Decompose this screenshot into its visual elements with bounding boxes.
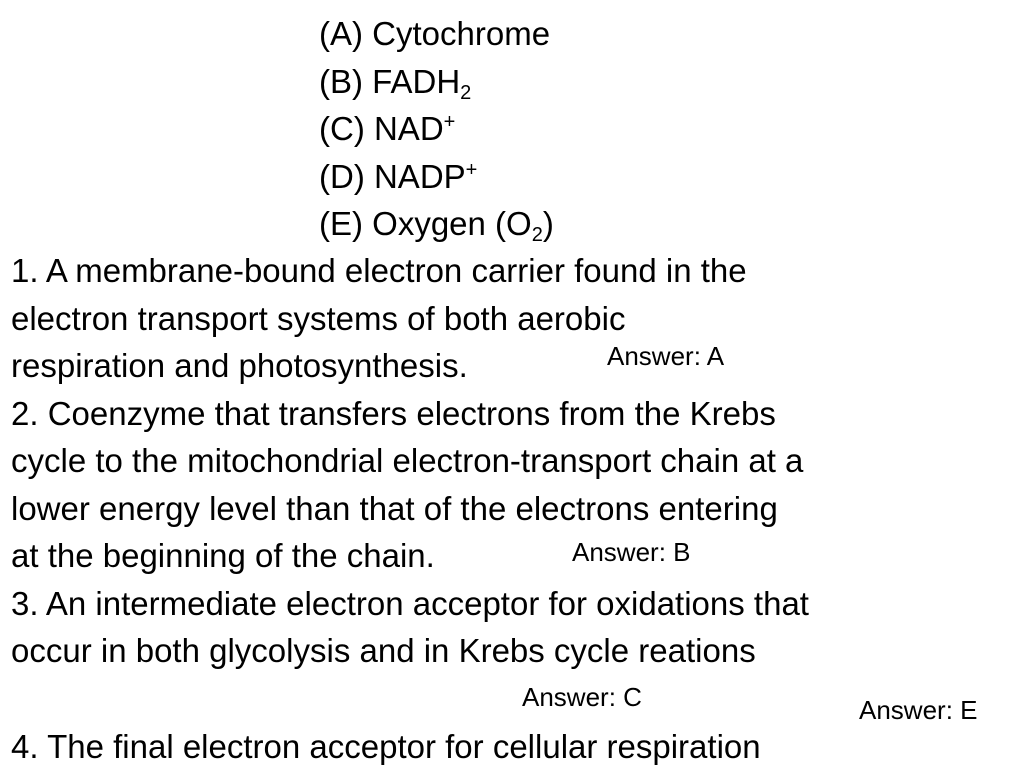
choice-c-text: (C) NAD [319, 110, 444, 147]
question-3: 3. An intermediate electron acceptor for oxidations that occur in both glycolysis and in Krebs cycle reations [11, 584, 809, 669]
choice-a [319, 10, 554, 58]
choice-b-subscript: 2 [460, 81, 472, 104]
question-1: 1. A membrane-bound electron carrier found in the electron transport systems of both aerobic respiration and photosynthesis. [11, 252, 747, 384]
question-2: 2. Coenzyme that transfers electrons from the Krebs cycle to the mitochondrial electron-transport chain at a lower energy level than that of the electrons entering at the beginning of the chain. [11, 394, 804, 574]
choice-e-text: (E) Oxygen (O [319, 205, 532, 242]
choice-b-text: (B) FADH [319, 62, 461, 100]
choice-c-superscript: + [443, 111, 456, 133]
question-4: 4. The final electron acceptor for cellular respiration [11, 728, 761, 765]
answer-1: Answer: A [607, 341, 725, 371]
answer-choices-list [319, 10, 554, 248]
choice-e-closing: ) [542, 205, 554, 242]
choice-d-superscript: + [465, 158, 478, 181]
choice-e [319, 200, 554, 248]
choice-e-subscript: 2 [531, 224, 543, 246]
questions-list [11, 247, 1011, 675]
answer-3: Answer: C [522, 682, 642, 712]
choice-d-text: (D) NADP [319, 157, 466, 195]
choice-d [319, 153, 554, 201]
answer-2: Answer: B [572, 537, 691, 567]
choice-c [319, 105, 554, 153]
choice-b [319, 58, 554, 106]
answer-4: Answer: E [859, 695, 978, 725]
choice-a-text: (A) Cytochrome [319, 15, 551, 52]
